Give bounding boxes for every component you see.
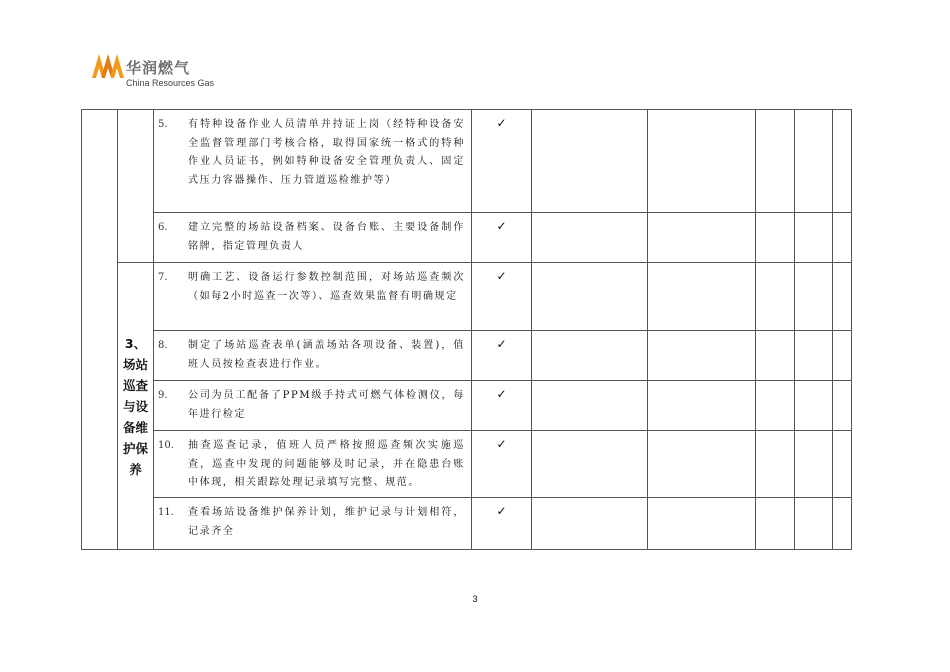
blank-cell — [833, 498, 852, 550]
table-row — [82, 381, 852, 431]
logo-name-en: China Resources Gas — [126, 78, 215, 88]
logo-mark-icon — [92, 50, 124, 80]
blank-cell — [532, 263, 648, 331]
check-mark-icon: ✓ — [472, 110, 532, 213]
blank-cell — [532, 110, 648, 213]
check-mark-icon: ✓ — [472, 498, 532, 550]
blank-cell — [795, 331, 833, 381]
item-text: 建立完整的场站设备档案、设备台账、主要设备制作铭牌，指定管理负责人 — [188, 222, 465, 252]
check-mark-icon: ✓ — [472, 213, 532, 263]
item-cell — [154, 263, 472, 331]
item-number: 8. — [158, 340, 168, 351]
blank-cell — [532, 213, 648, 263]
category-cell — [82, 110, 118, 550]
blank-cell — [532, 381, 648, 431]
blank-cell — [833, 213, 852, 263]
blank-cell — [648, 381, 756, 431]
item-number: 10. — [158, 440, 174, 451]
blank-cell — [833, 263, 852, 331]
blank-cell — [648, 431, 756, 498]
table-row — [82, 263, 852, 331]
blank-cell — [532, 498, 648, 550]
blank-cell — [756, 431, 795, 498]
blank-cell — [532, 431, 648, 498]
blank-cell — [648, 110, 756, 213]
blank-cell — [756, 498, 795, 550]
check-mark-icon: ✓ — [472, 331, 532, 381]
table-row — [82, 498, 852, 550]
item-number: 5. — [158, 119, 168, 130]
blank-cell — [756, 381, 795, 431]
item-text: 公司为员工配备了PPM级手持式可燃气体检测仪，每年进行检定 — [188, 390, 465, 420]
table-row — [82, 431, 852, 498]
blank-cell — [648, 263, 756, 331]
check-mark-icon: ✓ — [472, 431, 532, 498]
blank-cell — [756, 331, 795, 381]
table-row — [82, 110, 852, 213]
item-number: 9. — [158, 390, 168, 401]
item-number: 11. — [158, 507, 174, 518]
item-cell — [154, 431, 472, 498]
item-number: 7. — [158, 272, 168, 283]
blank-cell — [648, 213, 756, 263]
section-cell-prev — [118, 110, 154, 263]
item-text: 有特种设备作业人员清单并持证上岗（经特种设备安全监督管理部门考核合格，取得国家统一格式的特种作业人员证书，例如特种设备安全管理负责人、固定式压力容器操作、压力管道巡检维护等） — [188, 119, 465, 186]
item-cell — [154, 110, 472, 213]
table-row — [82, 331, 852, 381]
blank-cell — [833, 381, 852, 431]
blank-cell — [795, 381, 833, 431]
item-cell — [154, 331, 472, 381]
blank-cell — [795, 263, 833, 331]
inspection-table — [81, 109, 852, 550]
logo-name-cn: 华润燃气 — [126, 59, 191, 77]
blank-cell — [833, 110, 852, 213]
item-text: 查看场站设备维护保养计划，维护记录与计划相符，记录齐全 — [188, 507, 465, 537]
blank-cell — [833, 431, 852, 498]
item-cell — [154, 498, 472, 550]
item-number: 6. — [158, 222, 168, 233]
check-mark-icon: ✓ — [472, 263, 532, 331]
item-text: 明确工艺、设备运行参数控制范围，对场站巡查频次（如每2小时巡查一次等）、巡查效果监督有明确规定 — [188, 272, 465, 302]
item-text: 制定了场站巡查表单(涵盖场站各项设备、装置)，值班人员按检查表进行作业。 — [188, 340, 465, 370]
blank-cell — [833, 331, 852, 381]
blank-cell — [795, 431, 833, 498]
section-label: 3、场站巡查与设备维护保养 — [118, 263, 154, 550]
blank-cell — [532, 331, 648, 381]
blank-cell — [756, 263, 795, 331]
page-number: 3 — [472, 594, 478, 604]
table-row — [82, 213, 852, 263]
blank-cell — [648, 331, 756, 381]
item-text: 抽查巡查记录，值班人员严格按照巡查频次实施巡查，巡查中发现的问题能够及时记录，并在隐患台账中体现，相关跟踪处理记录填写完整、规范。 — [188, 440, 465, 488]
check-mark-icon: ✓ — [472, 381, 532, 431]
blank-cell — [795, 213, 833, 263]
blank-cell — [795, 110, 833, 213]
blank-cell — [648, 498, 756, 550]
blank-cell — [795, 498, 833, 550]
item-cell — [154, 381, 472, 431]
blank-cell — [756, 110, 795, 213]
blank-cell — [756, 213, 795, 263]
item-cell — [154, 213, 472, 263]
